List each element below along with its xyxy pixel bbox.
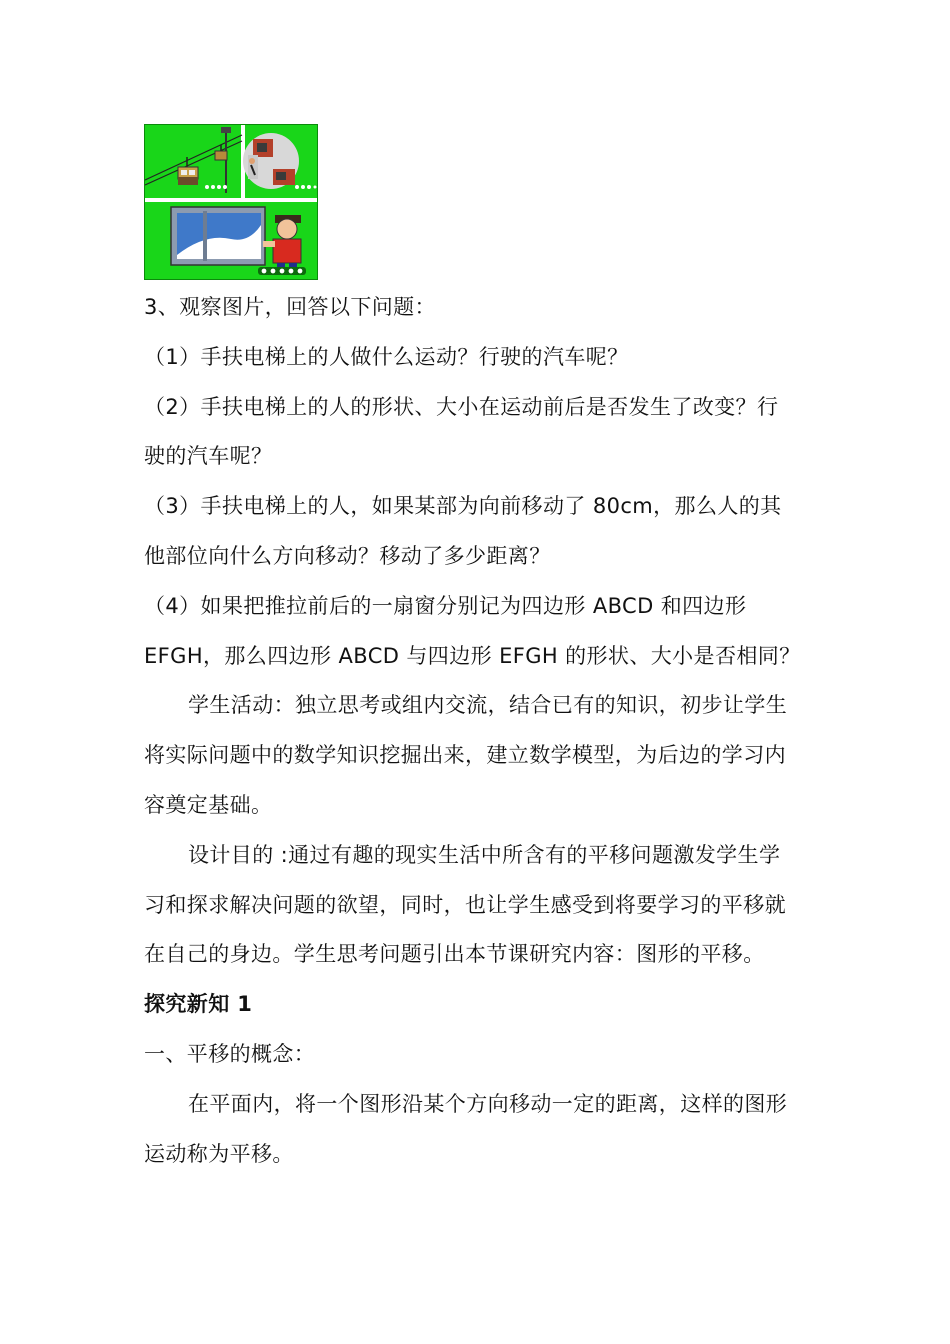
- question-3-part-1: （3）手扶电梯上的人，如果某部为向前移动了 80cm，那么人的其: [144, 494, 782, 519]
- question-heading: 3、观察图片，回答以下问题：: [144, 295, 436, 319]
- definition-part-2: 运动称为平移。: [144, 1141, 294, 1166]
- question-4-part-1: （4）如果把推拉前后的一扇窗分别记为四边形 ABCD 和四边形: [144, 593, 747, 618]
- lesson-text: [144, 283, 814, 1179]
- question-2-part-2: 驶的汽车呢？: [144, 444, 273, 469]
- question-3-part-2: 他部位向什么方向移动？移动了多少距离？: [144, 543, 551, 568]
- design-purpose-part-1: 设计目的 :通过有趣的现实生活中所含有的平移问题激发学生学: [188, 842, 781, 867]
- figure-illustration: [145, 125, 317, 279]
- playback-controls-icon: [258, 267, 306, 275]
- definition-part-1: 在平面内，将一个图形沿某个方向移动一定的距离，这样的图形: [188, 1091, 788, 1116]
- student-activity-part-1: 学生活动：独立思考或组内交流，结合已有的知识，初步让学生: [188, 693, 788, 718]
- question-1: （1）手扶电梯上的人做什么运动？行驶的汽车呢？: [144, 344, 629, 369]
- design-purpose-part-3: 在自己的身边。学生思考问题引出本节课研究内容：图形的平移。: [144, 942, 765, 967]
- question-4-part-2: EFGH，那么四边形 ABCD 与四边形 EFGH 的形状、大小是否相同？: [144, 643, 801, 668]
- section-heading-explore: 探究新知 1: [144, 992, 253, 1017]
- question-2-part-1: （2）手扶电梯上的人的形状、大小在运动前后是否发生了改变？行: [144, 394, 779, 419]
- window-and-person-icon: [171, 207, 301, 271]
- translation-examples-figure: [144, 124, 318, 280]
- student-activity-part-2: 将实际问题中的数学知识挖掘出来，建立数学模型，为后边的学习内: [144, 743, 786, 768]
- student-activity-part-3: 容奠定基础。: [144, 792, 273, 817]
- design-purpose-part-2: 习和探求解决问题的欲望，同时，也让学生感受到将要学习的平移就: [144, 892, 786, 917]
- concept-heading: 一、平移的概念：: [144, 1041, 316, 1066]
